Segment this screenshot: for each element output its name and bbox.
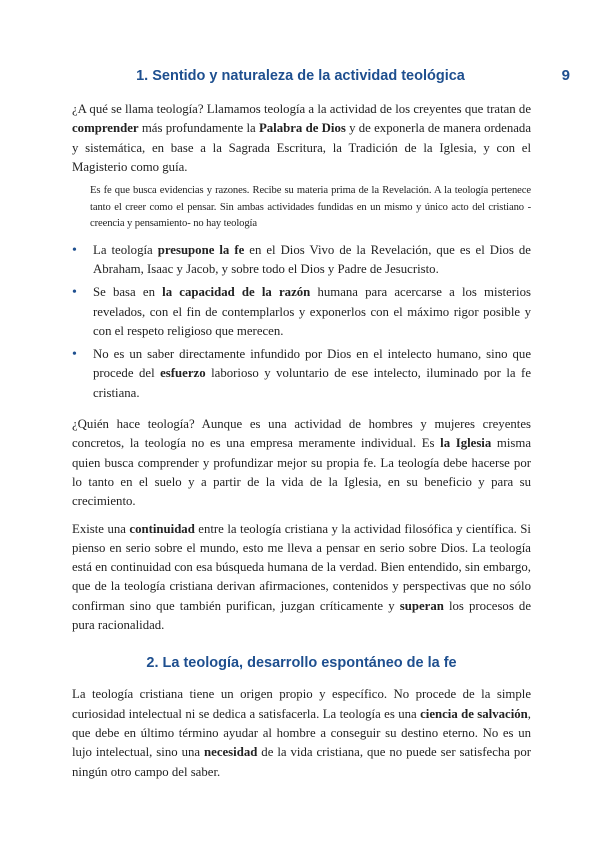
bullet-list — [72, 241, 531, 403]
bold-text: Palabra de Dios — [258, 121, 346, 136]
text-run: misma quien busca comprender y profundizar mejor su propia fe. La teología debe hacerse por lo tanto en el suelo y a partir de la vida de la Iglesia, en su beneficio y para su crecimiento. — [72, 436, 532, 509]
bold-text: esfuerzo — [160, 366, 206, 381]
section-2-title: 2. La teología, desarrollo espontáneo de la fe — [146, 655, 457, 672]
list-item — [72, 241, 531, 280]
text-run: ¿A qué se llama teología? Llamamos teología a la actividad de los creyentes que tratan de — [72, 102, 531, 116]
section-1-title: 1. Sentido y naturaleza de la actividad teológica — [136, 68, 465, 84]
bold-text: superan — [399, 598, 444, 613]
text-run: entre la teología cristiana y la actividad filosófica y científica. Si pienso en serio sobre el mundo, esto me lleva a pensar en serio sobre Dios. La teología está en continuidad con esa búsqueda humana de la verdad. Bien entendido, sin embargo, que de la teología cristiana derivan afirmaciones, contenidos y perspectivas que no sólo confirman sino que también purifican, juzgan críticamente y — [72, 521, 531, 613]
text-run: No es un saber directamente infundido por Dios en el intelecto humano, sino que procede del — [93, 347, 531, 381]
text-run: de la vida cristiana, que no puede ser satisfecha por ningún otro campo del saber. — [72, 745, 531, 779]
page-number: 9 — [561, 67, 570, 84]
bold-text: necesidad — [204, 745, 258, 760]
text-run: La teología — [93, 242, 158, 257]
text-run: humana para acercarse a los misterios revelados, con el fin de contemplarlos y exponerlos con el máximo rigor posible y con el respeto religioso que merecen. — [93, 285, 531, 338]
text-run: más profundamente la — [138, 121, 259, 136]
quote-block: Es fe que busca evidencias y razones. Recibe su materia prima de la Revelación. A la teología pertenece tanto el creer como el pensar. Sin ambas actividades fundidas en un mismo y único acto del cristiano -creencia y pensamiento- no hay teología — [90, 185, 531, 230]
list-item — [72, 283, 531, 341]
text-run: ¿Quién hace teología? Aunque es una actividad de hombres y mujeres creyentes concretos, la teología no es una empresa meramente individual. Es — [72, 417, 531, 451]
text-run: laborioso y voluntario de ese intelecto, iluminado por la fe cristiana. — [93, 366, 531, 400]
text-run: Se basa en — [93, 285, 163, 300]
bold-text: ciencia de salvación — [420, 706, 528, 721]
page-content — [72, 100, 531, 782]
text-run: , que debe en último término ayudar al hombre a conseguir su destino eterno. No es un lujo intelectual, sino una — [72, 706, 531, 760]
bold-text: presupone la fe — [157, 242, 245, 257]
bold-text: continuidad — [129, 521, 195, 536]
paragraph-who — [72, 415, 531, 511]
intro-paragraph — [72, 100, 531, 177]
paragraph-origin — [72, 685, 531, 781]
bold-text: la Iglesia — [440, 436, 492, 451]
bold-text: la capacidad de la razón — [162, 285, 311, 300]
text-run: Existe una — [72, 521, 130, 536]
text-run: La teología cristiana tiene un origen propio y específico. No procede de la simple curiosidad intelectual ni se dedica a satisfacerla. La teología es una — [72, 687, 531, 721]
list-item — [72, 345, 531, 403]
text-run: y de exponerla de manera ordenada y sistemática, en base a la Sagrada Escritura, la Tradición de la Iglesia, y con el Magisterio como guía. — [72, 121, 531, 174]
paragraph-continuity — [72, 520, 531, 636]
bold-text: comprender — [72, 121, 139, 136]
text-run: los procesos de pura racionalidad. — [72, 598, 532, 633]
text-run: en el Dios Vivo de la Revelación, que es el Dios de Abraham, Isaac y Jacob, y sobre todo el Dios y Padre de Jesucristo. — [93, 242, 531, 276]
